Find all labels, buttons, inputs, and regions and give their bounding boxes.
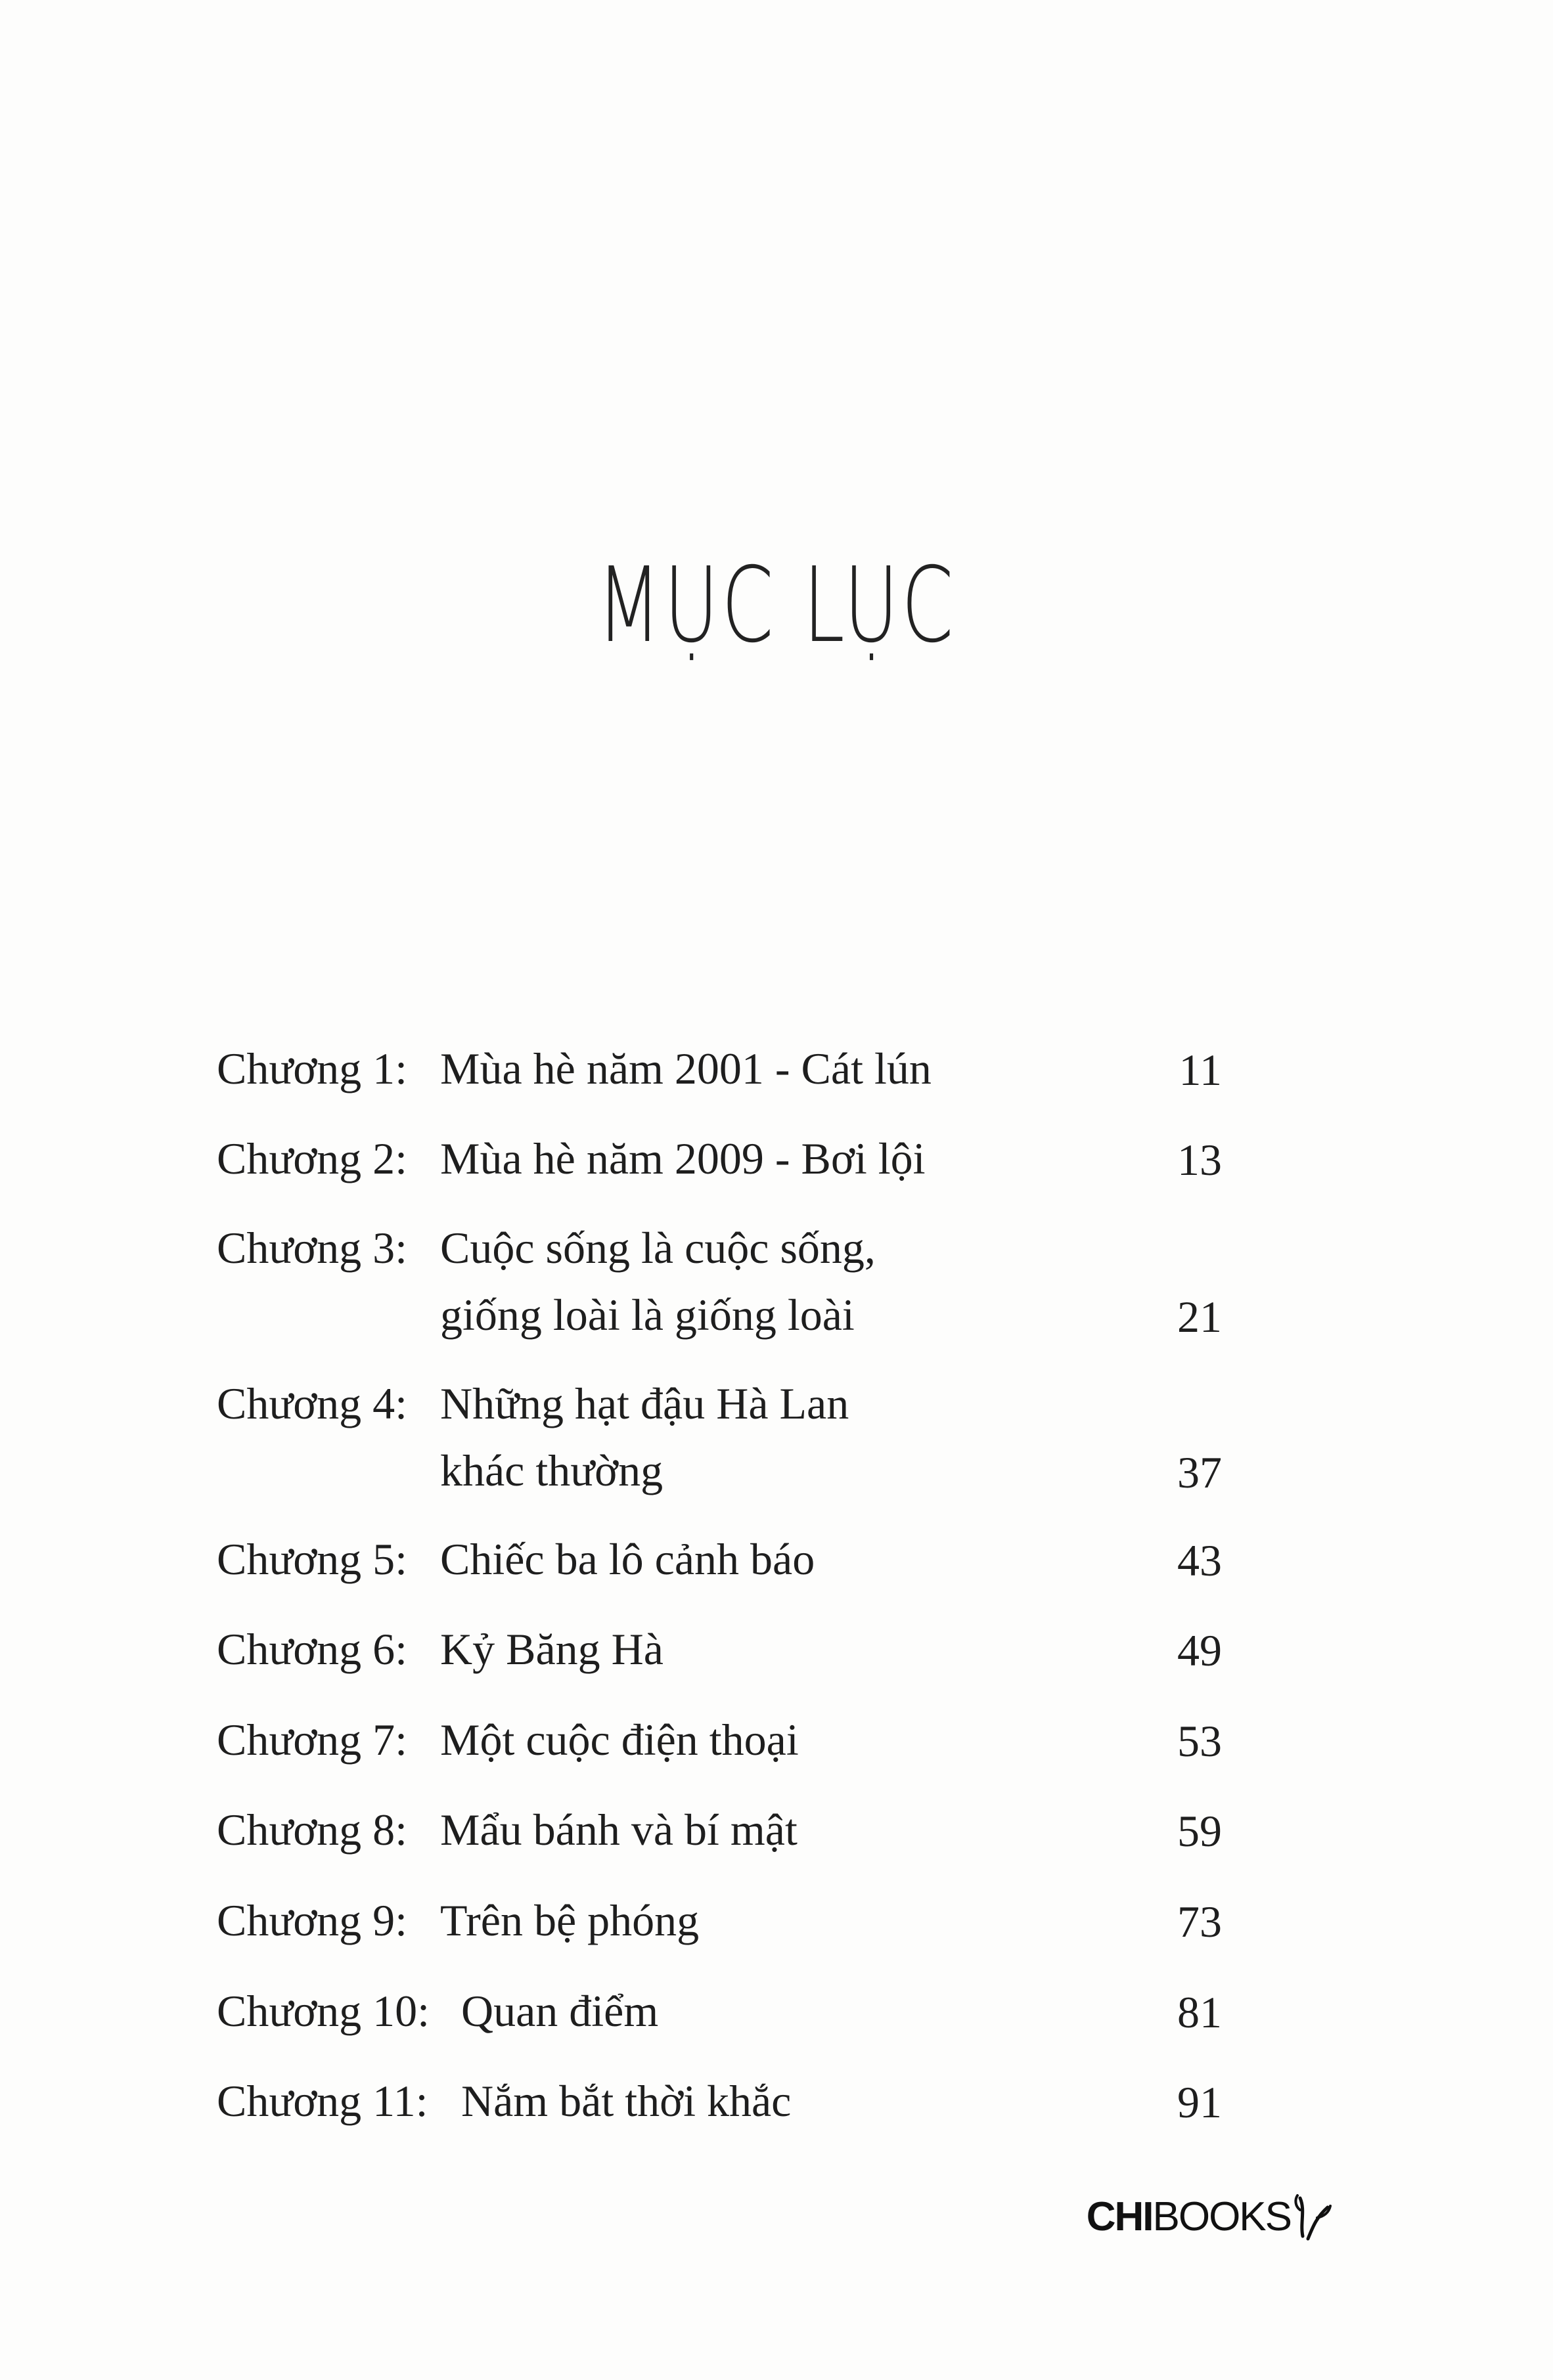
chapter-title: Kỷ Băng Hà — [440, 1624, 664, 1674]
chapter-title: Chiếc ba lô cảnh báo — [440, 1534, 815, 1584]
page-number: 49 — [1177, 1625, 1222, 1675]
toc-entry — [217, 1615, 1222, 1684]
toc-entry — [217, 1034, 1222, 1103]
page-number: 37 — [1177, 1447, 1222, 1497]
page-number: 81 — [1177, 1987, 1222, 2037]
chapter-label: Chương 6: — [217, 1624, 408, 1674]
page-number: 11 — [1179, 1045, 1222, 1095]
page-title: MỤC LỤC — [596, 545, 957, 666]
toc-entry — [217, 1886, 1222, 1955]
chapter-title: Mùa hè năm 2001 - Cát lún — [440, 1044, 932, 1093]
page-number: 91 — [1177, 2077, 1222, 2127]
chapter-title: Những hạt đậu Hà Lan — [440, 1378, 849, 1428]
chapter-label: Chương 9: — [217, 1895, 408, 1945]
toc-entry — [217, 1706, 1222, 1774]
page-number: 59 — [1177, 1806, 1222, 1856]
chapter-title: Một cuộc điện thoại — [440, 1715, 799, 1765]
page-number: 53 — [1177, 1716, 1222, 1766]
toc-entry — [217, 1124, 1222, 1193]
sprout-icon — [1294, 2190, 1333, 2243]
page-number: 73 — [1177, 1897, 1222, 1947]
chapter-label: Chương 8: — [217, 1805, 408, 1855]
logo-text-bold: CHI — [1086, 2193, 1153, 2239]
toc-entry — [217, 2067, 1222, 2136]
chapter-title: Trên bệ phóng — [440, 1895, 700, 1945]
chapter-label: Chương 3: — [217, 1223, 408, 1273]
chapter-title-continued: giống loài là giống loài — [440, 1290, 855, 1340]
chapter-title: Nắm bắt thời khắc — [461, 2076, 792, 2126]
toc-entry — [217, 1977, 1222, 2046]
chapter-label: Chương 5: — [217, 1534, 408, 1584]
chapter-title: Mẩu bánh và bí mật — [440, 1805, 798, 1855]
chapter-label: Chương 10: — [217, 1986, 430, 2036]
chapter-title-continued: khác thường — [440, 1445, 664, 1495]
publisher-logo — [1087, 2190, 1333, 2243]
toc-entry — [217, 1525, 1222, 1594]
chapter-label: Chương 2: — [217, 1134, 408, 1183]
logo-text-regular: BOOKS — [1152, 2193, 1291, 2239]
chapter-label: Chương 4: — [217, 1378, 408, 1428]
chapter-title: Quan điểm — [461, 1986, 659, 2036]
chapter-label: Chương 11: — [217, 2076, 428, 2126]
chapter-title: Cuộc sống là cuộc sống, — [440, 1223, 876, 1273]
page-number: 13 — [1177, 1135, 1222, 1185]
toc-entry — [217, 1214, 1222, 1342]
toc-entry — [217, 1369, 1222, 1497]
page-number: 43 — [1177, 1535, 1222, 1585]
chapter-label: Chương 7: — [217, 1715, 408, 1765]
chapter-title: Mùa hè năm 2009 - Bơi lội — [440, 1134, 926, 1183]
chapter-label: Chương 1: — [217, 1044, 408, 1093]
page-number: 21 — [1177, 1292, 1222, 1342]
toc-entry — [217, 1796, 1222, 1864]
